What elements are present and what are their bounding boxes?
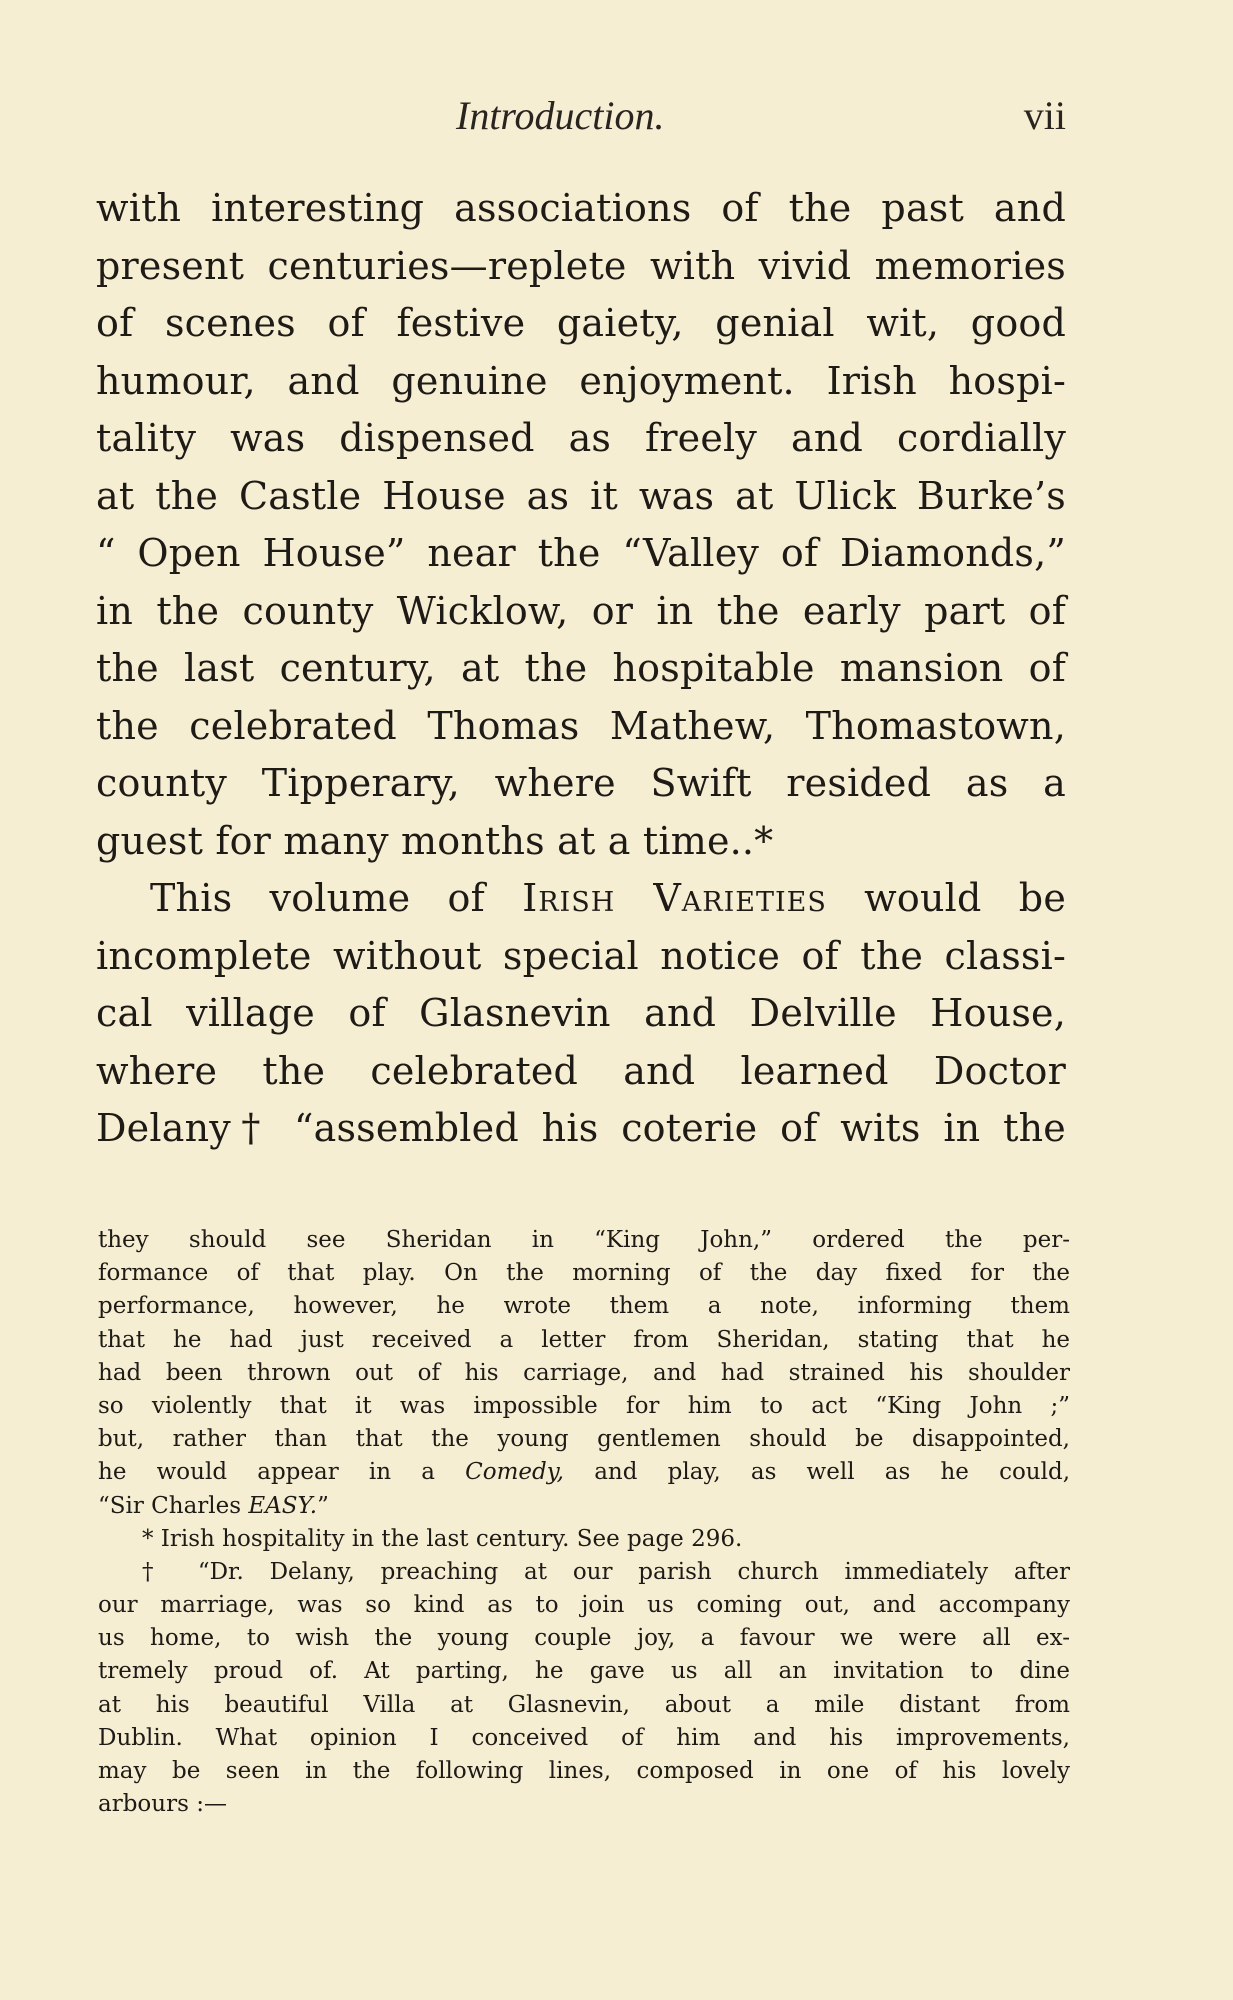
paragraph-opening-line [96,870,1066,928]
text-line: in the county Wicklow, or in the early part of [96,588,1066,633]
footnote-dagger: † “Dr. Delany, preaching at our parish church immediately after [142,1558,1070,1585]
footnote-star: * Irish hospitality in the last century. See page 296. [142,1525,743,1552]
footnote-line: that he had just received a letter from Sheridan, stating that he [98,1326,1070,1353]
footnote-line [98,1456,1070,1489]
page-number: vii [1023,93,1066,138]
text-line: county Tipperary, where Swift resided as a [96,761,1066,805]
footnote-line: performance, however, he wrote them a note, informing them [98,1293,1070,1320]
text-line: Delany† “assembled his coterie of wits in the [96,1106,1066,1150]
footnote-line: but, rather than that the young gentlemen should be disappointed, [98,1426,1070,1453]
text-span: This volume of [150,876,485,920]
footnote-line: Dublin. What opinion I conceived of him and his improvements, [98,1724,1070,1751]
footnote-line: us home, to wish the young couple joy, a favour we were all ex- [98,1625,1070,1652]
footnote-line: our marriage, was so kind as to join us coming out, and accompany [98,1592,1070,1619]
footnotes [98,1224,1070,1821]
footnote-line: may be seen in the following lines, composed in one of his lovely [98,1758,1070,1784]
text-line: guest for many months at a time..* [96,818,774,863]
book-title: Irish Varieties [522,876,827,920]
text-line: humour, and genuine enjoyment. Irish hospi- [96,358,1066,403]
text-line: cal village of Glasnevin and Delville House, [96,991,1066,1035]
text-line: with interesting associations of the past and [96,186,1066,230]
footnote-line: so violently that it was impossible for him to act “King John ;” [98,1392,1070,1419]
footnote-line: tremely proud of. At parting, he gave us all an invitation to dine [98,1658,1070,1685]
italic-title: EASY. [248,1492,318,1519]
text-span: “Sir Charles [98,1492,242,1519]
footnote-line [98,1490,1070,1523]
footnote-line: at his beautiful Villa at Glasnevin, about a mile distant from [98,1691,1070,1718]
text-span: and play, as well as he could, [594,1459,1070,1486]
text-span: he would appear in a [98,1459,435,1486]
page-header [96,92,1066,142]
footnote-line: they should see Sheridan in “King John,” ordered the per- [98,1227,1070,1253]
text-line: the last century, at the hospitable mansion of [96,646,1066,690]
text-line: incomplete without special notice of the classi- [96,933,1066,978]
text-span: would be [864,876,1067,920]
text-line: present centuries—replete with vivid memories [96,243,1066,288]
text-line: “ Open House” near the “Valley of Diamonds,” [96,531,1066,575]
running-title: Introduction. [456,93,665,138]
italic-word: Comedy, [465,1459,564,1486]
text-line: the celebrated Thomas Mathew, Thomastown, [96,703,1066,748]
footnote-line: had been thrown out of his carriage, and had strained his shoulder [98,1359,1070,1386]
footnote-line: arbours :— [98,1791,227,1818]
footnote-line: formance of that play. On the morning of the day fixed for the [98,1260,1070,1287]
text-line: at the Castle House as it was at Ulick Burke’s [96,473,1066,518]
text-line: of scenes of festive gaiety, genial wit, good [96,301,1066,345]
main-text [96,180,1066,1158]
text-line: where the celebrated and learned Doctor [96,1048,1066,1093]
text-line: tality was dispensed as freely and cordially [96,416,1066,460]
text-span: ” [317,1492,329,1519]
